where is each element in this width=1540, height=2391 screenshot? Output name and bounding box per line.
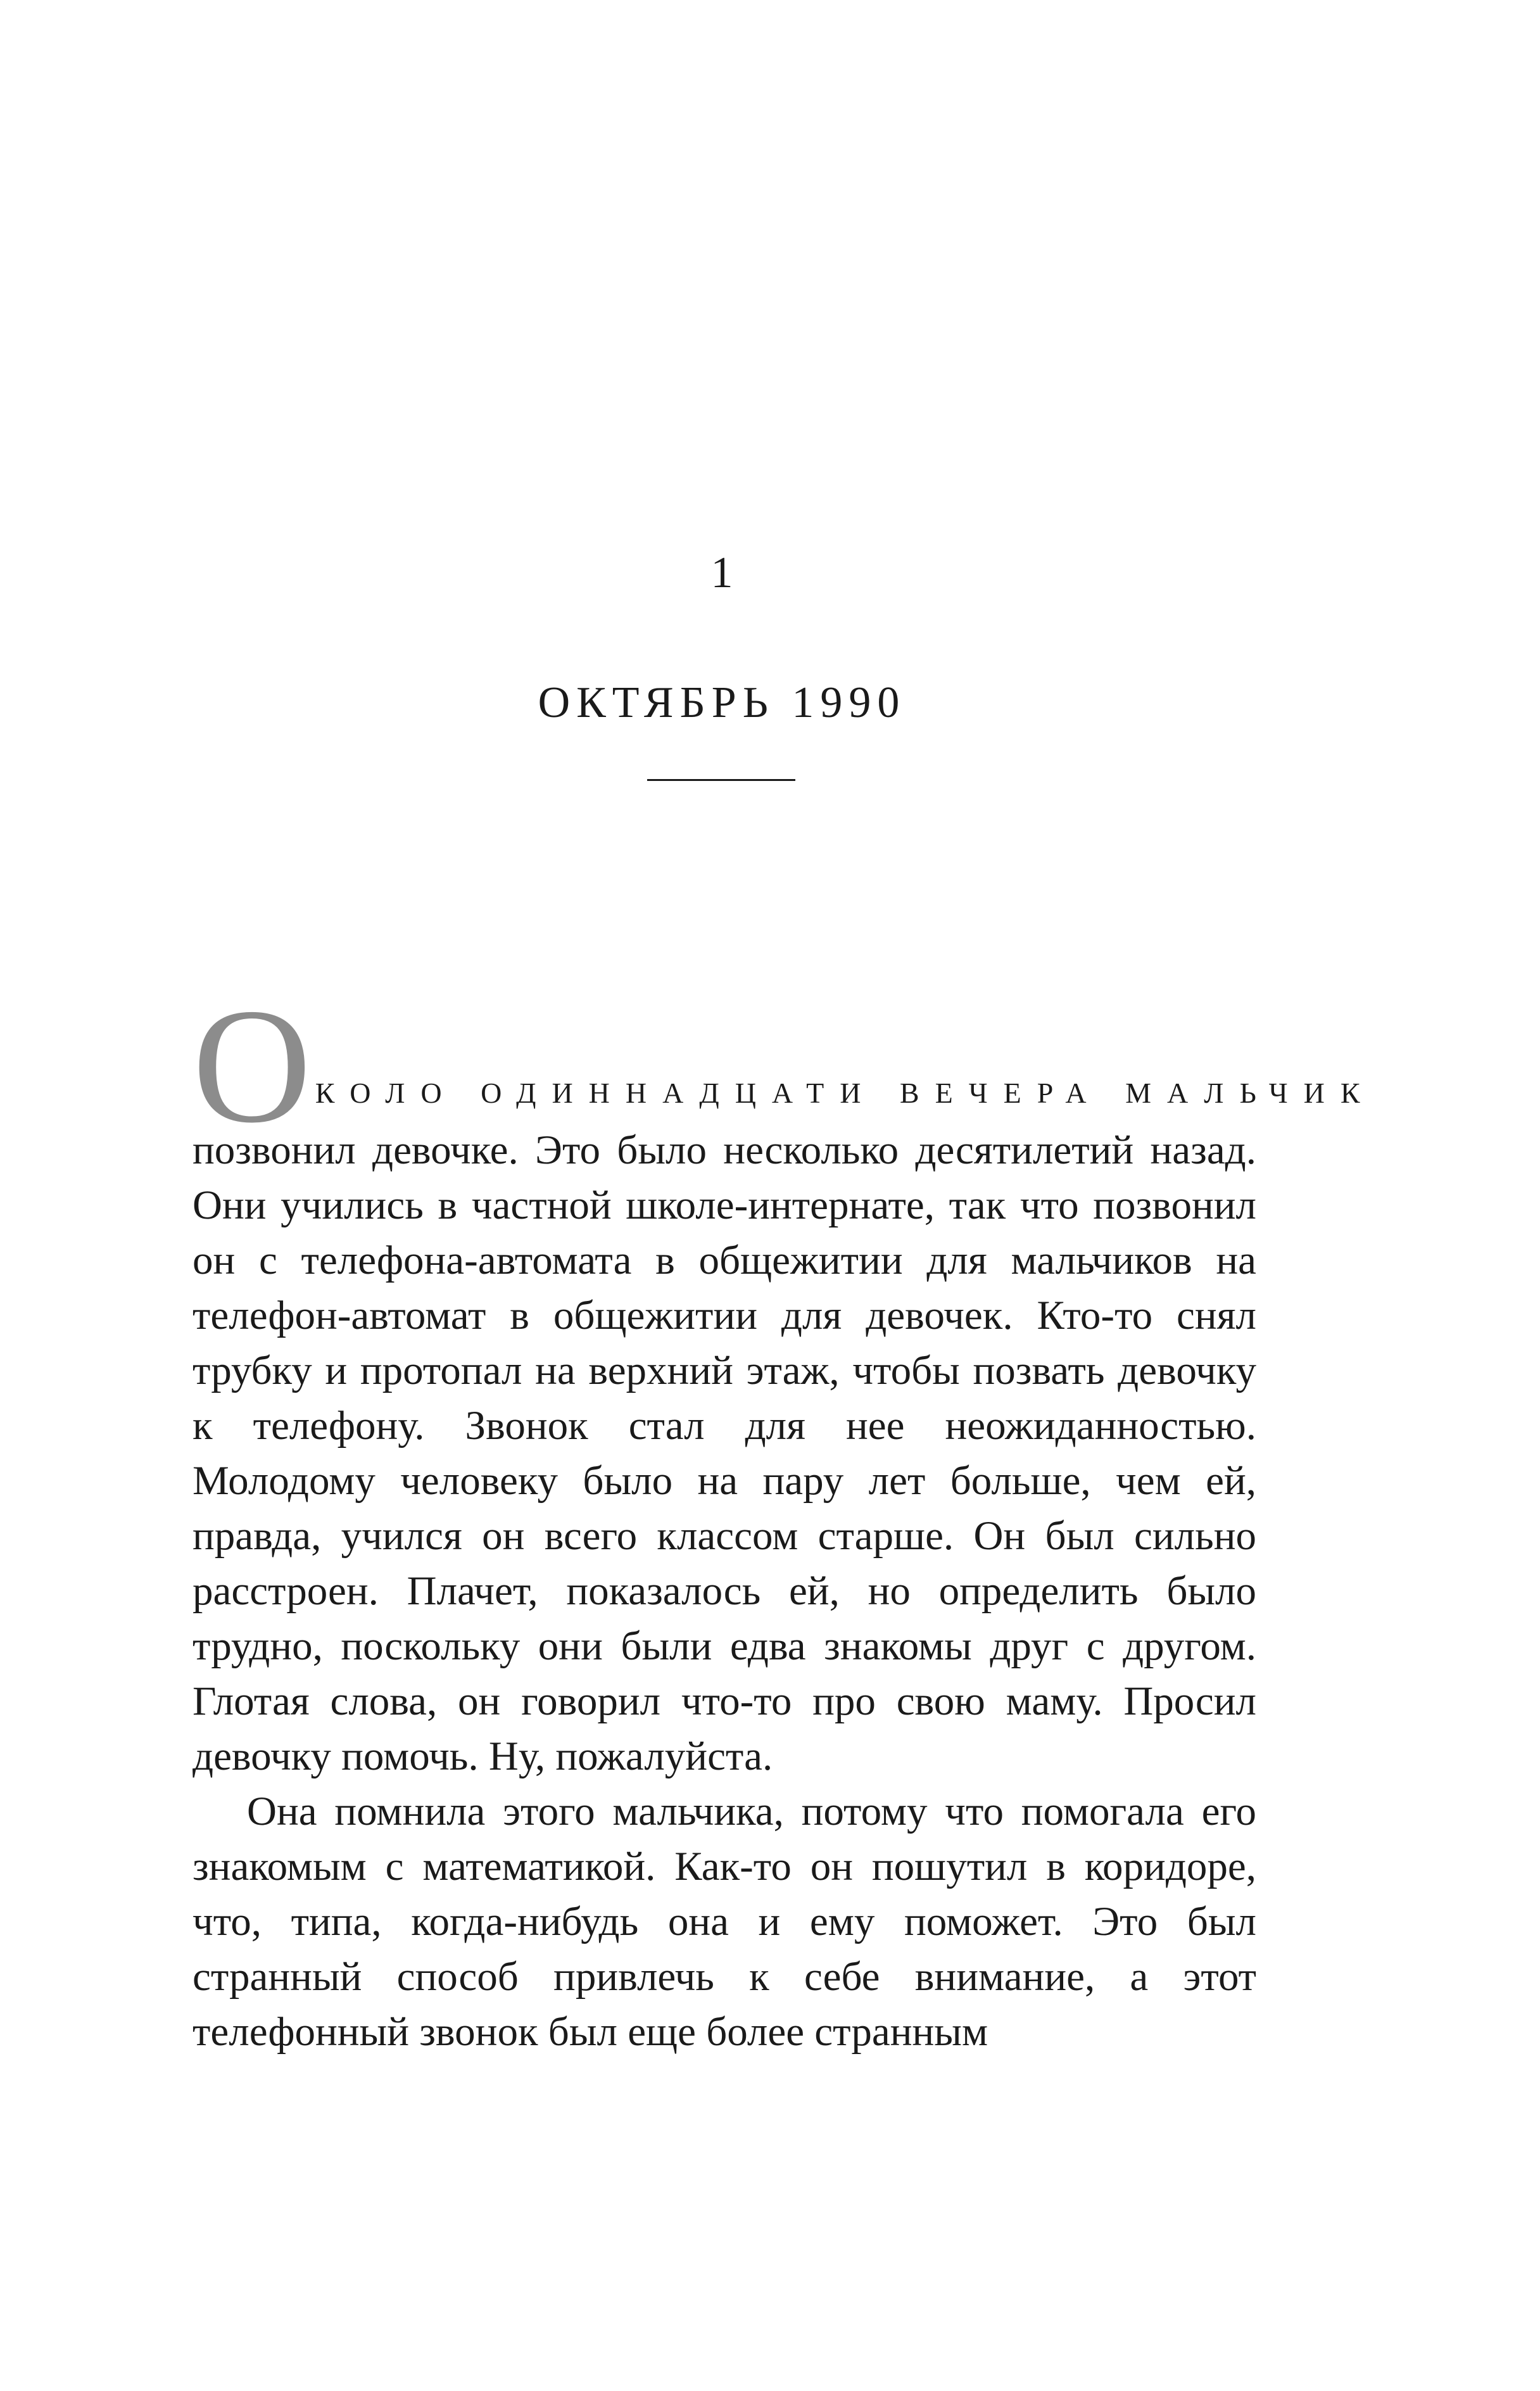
chapter-number: 1 — [710, 549, 733, 597]
opening-line — [192, 969, 1376, 1157]
drop-cap: О — [192, 975, 312, 1157]
small-caps-lead: КОЛО ОДИННАДЦАТИ ВЕЧЕРА МАЛЬЧИК — [315, 1077, 1376, 1109]
chapter-divider — [647, 779, 795, 781]
paragraph-1: позвонил девочке. Это было несколько десятилетий назад. Они учились в частной школе-интернате, так что позвонил он с телефона-автомата в общежитии для мальчиков на телефон-автомат в общежитии для девочек. Кто-то снял трубку и протопал на верхний этаж, чтобы позвать девочку к телефону. Звонок стал для нее неожиданностью. Молодому человеку было на пару лет больше, чем ей, правда, учился он всего классом старше. Он был сильно расстроен. Плачет, показалось ей, но определить было трудно, поскольку они были едва знакомы друг с другом. Глотая слова, он говорил что-то про свою маму. Просил девочку помочь. Ну, пожалуйста. — [192, 1127, 1256, 1779]
chapter-title: ОКТЯБРЬ 1990 — [538, 678, 906, 727]
chapter-body — [192, 969, 1376, 2060]
paragraph-2: Она помнила этого мальчика, потому что помогала его знакомым с математикой. Как-то он пошутил в коридоре, что, типа, когда-нибудь она и ему поможет. Это был странный способ привлечь к себе внимание, а этот телефонный звонок был еще более странным — [192, 1789, 1256, 2055]
